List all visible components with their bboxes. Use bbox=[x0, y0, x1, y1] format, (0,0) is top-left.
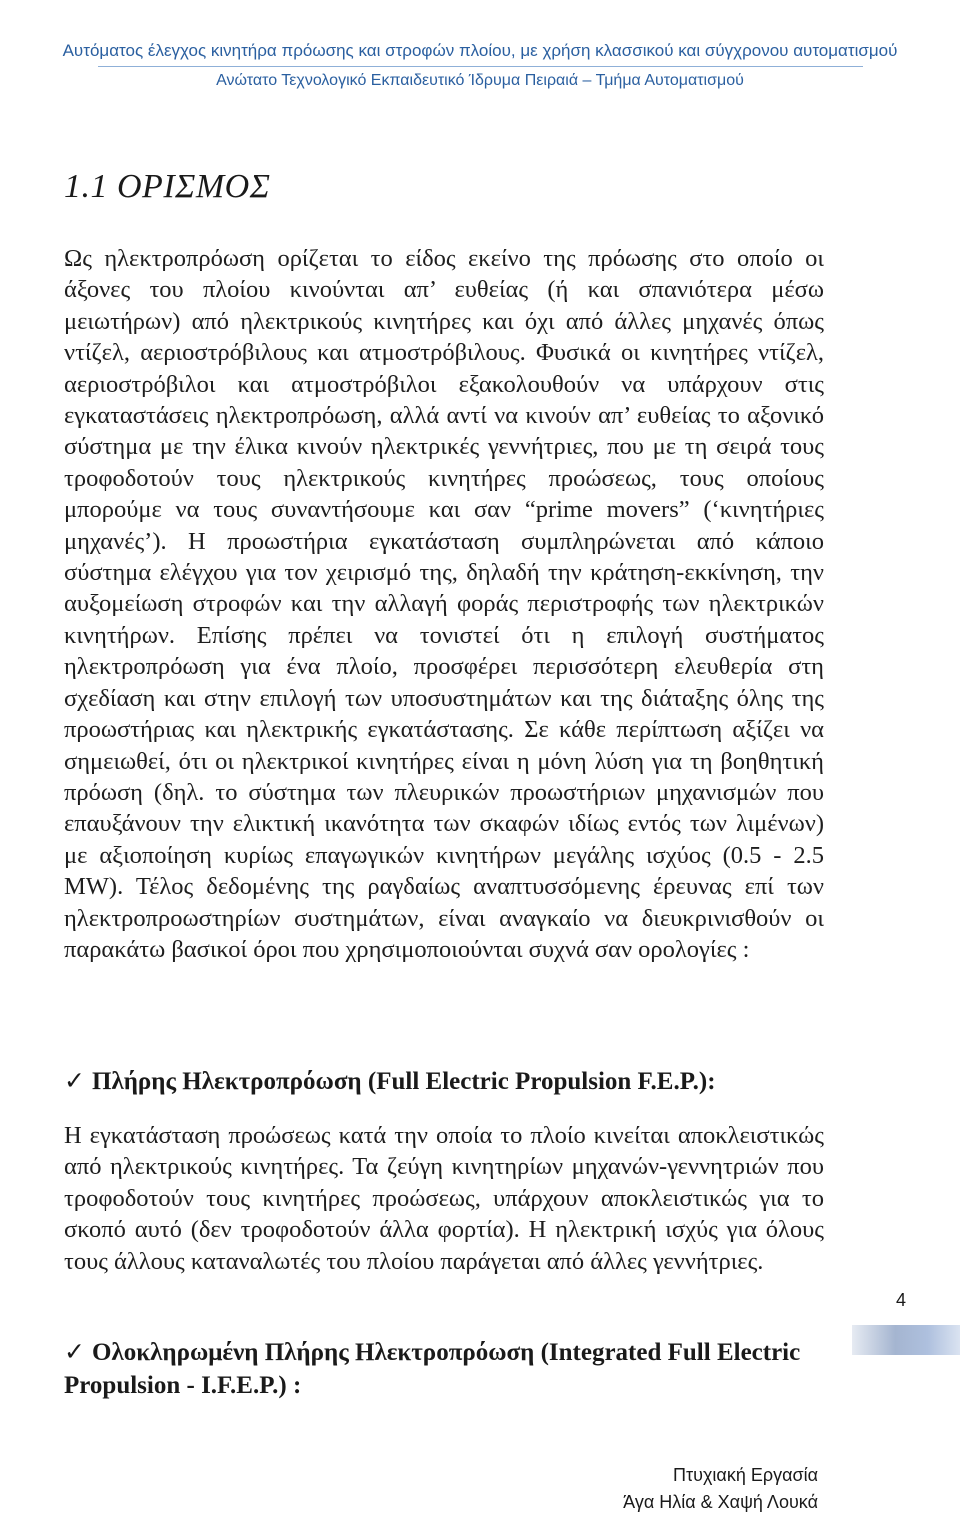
page-number: 4 bbox=[896, 1290, 907, 1310]
page-footer bbox=[623, 1462, 818, 1516]
section-title: 1.1 ΟΡΙΣΜΟΣ bbox=[64, 168, 271, 205]
header-thesis-title: Αυτόματος έλεγχος κινητήρα πρόωσης και στροφών πλοίου, με χρήση κλασσικού και σύγχρονου αυτοματισμού bbox=[62, 41, 898, 60]
intro-paragraph: Ως ηλεκτροπρόωση ορίζεται το είδος εκείνο της πρόωσης στο οποίο οι άξονες του πλοίου κινούνται απ’ ευθείας (ή και σπανιότερα μέσω μειωτήρων) από ηλεκτρικούς κινητήρες και όχι από άλλες μηχανές όπως ντίζελ, αεριοστρόβιλους και ατμοστρόβιλους. Φυσικά οι κινητήρες ντίζελ, αεριοστρόβιλοι και ατμοστρόβιλοι εξακολουθούν να υπάρχουν στις εγκαταστάσεις ηλεκτροπρόωση, αλλά αντί να κινούν απ’ ευθείας το αξονικό σύστημα με την έλικα κινούν ηλεκτρικές γεννήτριες, που με τη σειρά τους τροφοδοτούν τους ηλεκτρικούς κινητήρες προώσεως, τους οποίους μπορούμε να τους συναντήσουμε και σαν “prime movers” (‘κινητήριες μηχανές’). Η προωστήρια εγκατάσταση συμπληρώνεται από κάποιο σύστημα ελέγχου για τον χειρισμό της, δηλαδή την κράτηση-εκκίνηση, την αυξομείωση στροφών και την αλλαγή φοράς περιστροφής των ηλεκτρικών κινητήρων. Επίσης πρέπει να τονιστεί ότι η επιλογή συστήματος ηλεκτροπρόωση για ένα πλοίο, προσφέρει περισσότερη ελευθερία στη σχεδίαση και στην επιλογή των υποσυστημάτων και της διάταξης όλης της προωστήριας και ηλεκτρικής εγκατάστασης. Σε κάθε περίπτωση αξίζει να σημειωθεί, ότι οι ηλεκτρικοί κινητήρες είναι η μόνη λύση για τη βοηθητική πρόωση (δηλ. το σύστημα των πλευρικών προωστήριων μηχανισμών που επαυξάνουν την ελικτική ικανότητα των σκαφών ιδίως εντός των λιμένων) με αξιοποίηση κυρίως επαγωγικών κινητήρων μεγάλης ισχύος (0.5 - 2.5 MW). Τέλος δεδομένης της ραγδαίως αναπτυσσόμενης έρευνας επί των ηλεκτροπροωστηρίων συστημάτων, είναι αναγκαίο να διευκρινισθούν οι παρακάτω βασικοί όροι που χρησιμοποιούνται συχνά σαν ορολογίες : bbox=[64, 245, 824, 963]
check-icon: ✓ bbox=[64, 1068, 85, 1095]
header-institution: Ανώτατο Τεχνολογικό Εκπαιδευτικό Ίδρυμα Πειραιά – Τμήμα Αυτοματισμού bbox=[216, 72, 744, 89]
term-title: Πλήρης Ηλεκτροπρόωση (Full Electric Propulsion F.E.P.): bbox=[92, 1068, 716, 1095]
term-title: Ολοκληρωμένη Πλήρης Ηλεκτροπρόωση (Integrated Full Electric Propulsion - I.F.E.P.) : bbox=[64, 1339, 801, 1399]
check-icon: ✓ bbox=[64, 1339, 85, 1366]
term-heading-fep bbox=[64, 1065, 824, 1098]
footer-thesis-type: Πτυχιακή Εργασία bbox=[673, 1465, 818, 1485]
footer-authors: Άγα Ηλία & Χαψή Λουκά bbox=[623, 1492, 818, 1512]
page-tab-decoration bbox=[852, 1325, 960, 1355]
header-divider bbox=[98, 66, 863, 67]
term-definition-fep: Η εγκατάσταση προώσεως κατά την οποία το πλοίο κινείται αποκλειστικώς από ηλεκτρικούς κινητήρες. Τα ζεύγη κινητηρίων μηχανών-γεννητριών που τροφοδοτούν τους κινητήρες προώσεως, υπάρχουν αποκλειστικώς για το σκοπό αυτό (δεν τροφοδοτούν άλλα φορτία). Η ηλεκτρική ισχύς για όλους τους άλλους καταναλωτές του πλοίου παράγεται από άλλες γεννήτριες. bbox=[64, 1122, 824, 1275]
page-header bbox=[0, 40, 960, 91]
term-heading-ifep bbox=[64, 1336, 824, 1402]
